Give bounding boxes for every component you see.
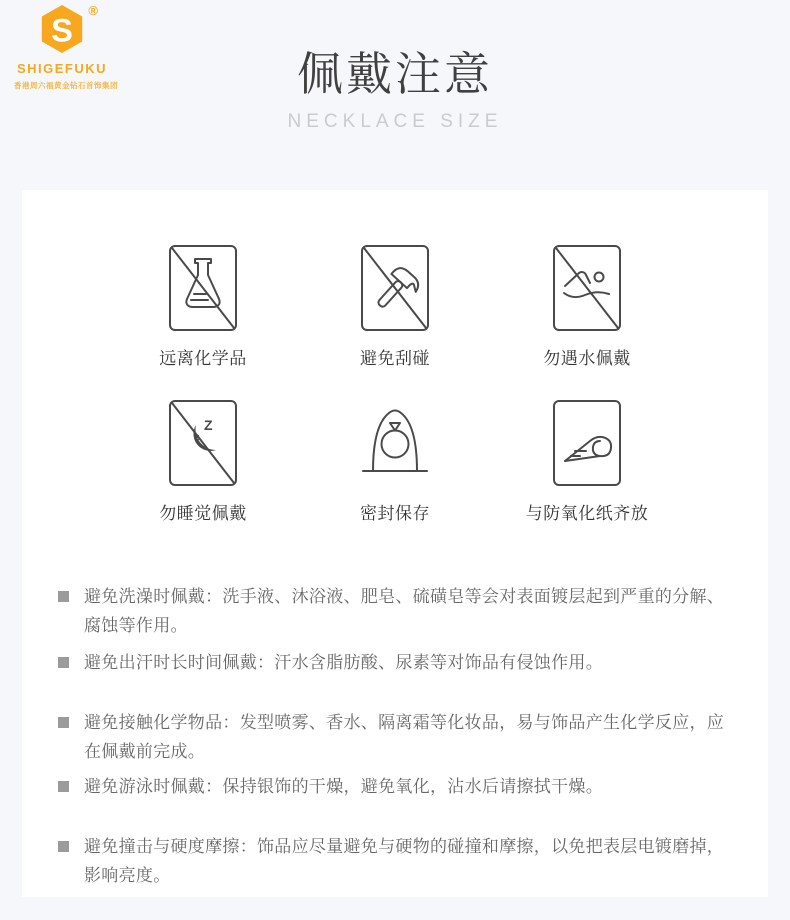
icon-label: 远离化学品 xyxy=(159,349,247,368)
brand-name: SHIGEFUKU xyxy=(16,61,108,76)
page-header xyxy=(0,0,790,133)
note-item xyxy=(58,832,732,890)
care-item-sleeping xyxy=(107,399,299,524)
care-item-knocking xyxy=(299,244,491,369)
bullet-square-icon xyxy=(58,781,69,792)
bullet-square-icon xyxy=(58,717,69,728)
icon-label: 勿睡觉佩戴 xyxy=(159,504,247,523)
care-item-water xyxy=(491,244,683,369)
icon-label: 密封保存 xyxy=(360,504,430,523)
icon-label: 与防氧化纸齐放 xyxy=(525,504,649,523)
note-text: 避免撞击与硬度摩擦：饰品应尽量避免与硬物的碰撞和摩擦，以免把表层电镀磨掉，影响亮度。 xyxy=(84,837,725,885)
icon-label: 避免刮碰 xyxy=(360,349,430,368)
care-icons-grid xyxy=(22,190,768,524)
svg-text:S: S xyxy=(51,11,73,49)
note-text: 避免游泳时佩戴：保持银饰的干燥，避免氧化，沾水后请擦拭干燥。 xyxy=(84,777,603,796)
note-item xyxy=(58,708,732,766)
note-item xyxy=(58,772,732,801)
no-chemicals-icon xyxy=(168,244,238,332)
registered-trademark-icon: ® xyxy=(88,3,98,18)
note-item xyxy=(58,648,732,677)
content-card xyxy=(22,190,768,897)
brand-tagline: 香港周六福黄金钻石首饰集团 xyxy=(14,81,118,90)
note-text: 避免接触化学物品：发型喷雾、香水、隔离霜等化妆品，易与饰品产生化学反应，应在佩戴前完成。 xyxy=(84,713,725,761)
care-notes-list xyxy=(58,582,732,890)
bullet-square-icon xyxy=(58,591,69,602)
note-item xyxy=(58,582,732,640)
icon-label: 勿遇水佩戴 xyxy=(543,349,631,368)
page-subtitle: NECKLACE SIZE xyxy=(287,110,503,132)
bullet-square-icon xyxy=(58,841,69,852)
note-text: 避免出汗时长时间佩戴：汗水含脂肪酸、尿素等对饰品有侵蚀作用。 xyxy=(84,653,603,672)
page-title: 佩戴注意 xyxy=(297,48,493,100)
care-item-sealed xyxy=(299,399,491,524)
bullet-square-icon xyxy=(58,657,69,668)
sealed-storage-icon xyxy=(360,399,430,487)
care-item-chemicals xyxy=(107,244,299,369)
sleep-z-small-glyph: z xyxy=(195,432,200,442)
note-text: 避免洗澡时佩戴：洗手液、沐浴液、肥皂、硫磺皂等会对表面镀层起到严重的分解、腐蚀等作用。 xyxy=(84,587,725,635)
care-item-paper xyxy=(491,399,683,524)
brand-logo xyxy=(14,3,118,91)
no-sleeping-icon xyxy=(168,399,238,487)
brand-hexagon-s-icon xyxy=(40,4,84,54)
no-water-icon xyxy=(552,244,622,332)
no-knocking-icon xyxy=(360,244,430,332)
anti-oxidation-paper-icon xyxy=(552,399,622,487)
sleep-z-glyph: Z xyxy=(204,417,213,433)
